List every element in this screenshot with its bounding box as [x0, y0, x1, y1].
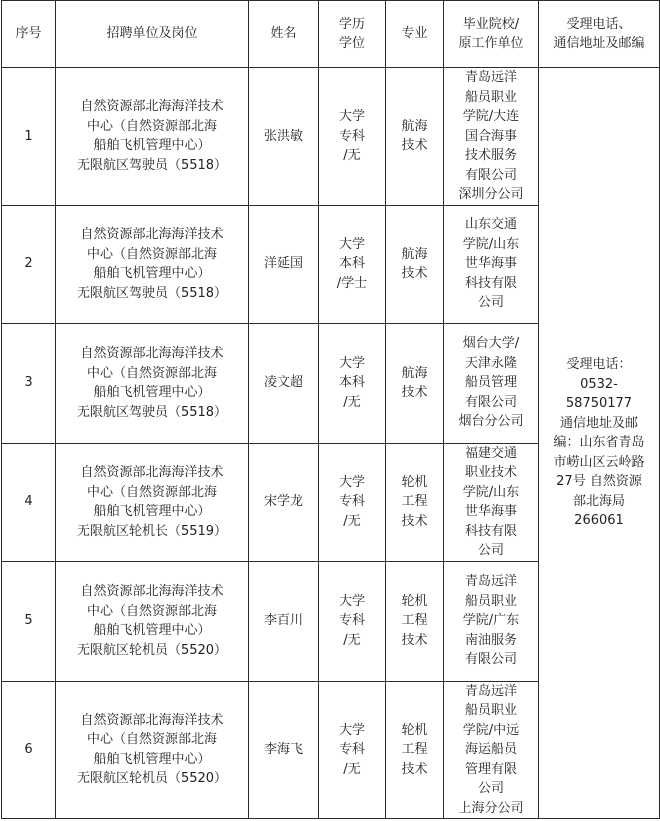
header-school: 毕业院校/ 原工作单位 [444, 1, 539, 68]
cell-major: 航海 技术 [386, 323, 444, 443]
cell-index: 5 [2, 561, 56, 681]
cell-education: 大学 专科 /无 [319, 681, 386, 819]
cell-position: 自然资源部北海海洋技术 中心（自然资源部北海 船舶飞机管理中心） 无限航区轮机员（5520） [56, 681, 249, 819]
cell-index: 3 [2, 323, 56, 443]
header-education: 学历 学位 [319, 1, 386, 68]
cell-position: 自然资源部北海海洋技术 中心（自然资源部北海 船舶飞机管理中心） 无限航区轮机员（5520） [56, 561, 249, 681]
cell-school: 山东交通 学院/山东 世华海事 科技有限 公司 [444, 205, 539, 323]
cell-major: 航海 技术 [386, 205, 444, 323]
cell-name: 凌文超 [249, 323, 319, 443]
table-row [2, 68, 660, 206]
cell-school: 青岛远洋 船员职业 学院/大连 国合海事 技术服务 有限公司 深圳分公司 [444, 68, 539, 206]
cell-position: 自然资源部北海海洋技术 中心（自然资源部北海 船舶飞机管理中心） 无限航区驾驶员（5518） [56, 68, 249, 206]
cell-education: 大学 专科 /无 [319, 68, 386, 206]
cell-education: 大学 专科 /无 [319, 561, 386, 681]
cell-school: 青岛远洋 船员职业 学院/中远 海运船员 管理有限 公司 上海分公司 [444, 681, 539, 819]
cell-index: 1 [2, 68, 56, 206]
cell-index: 2 [2, 205, 56, 323]
cell-major: 轮机 工程 技术 [386, 561, 444, 681]
cell-name: 李海飞 [249, 681, 319, 819]
cell-name: 李百川 [249, 561, 319, 681]
cell-major: 航海 技术 [386, 68, 444, 206]
cell-position: 自然资源部北海海洋技术 中心（自然资源部北海 船舶飞机管理中心） 无限航区轮机长（5519） [56, 443, 249, 561]
cell-education: 大学 专科 /无 [319, 443, 386, 561]
cell-position: 自然资源部北海海洋技术 中心（自然资源部北海 船舶飞机管理中心） 无限航区驾驶员（5518） [56, 323, 249, 443]
cell-name: 张洪敏 [249, 68, 319, 206]
header-row [2, 1, 660, 68]
header-name: 姓名 [249, 1, 319, 68]
cell-index: 6 [2, 681, 56, 819]
cell-school: 烟台大学/ 天津永隆 船员管理 有限公司 烟台分公司 [444, 323, 539, 443]
cell-contact: 受理电话： 0532- 58750177 通信地址及邮 编：山东省青岛 市崂山区云岭路 27号 自然资源 部北海局 266061 [539, 68, 660, 819]
cell-name: 洋延国 [249, 205, 319, 323]
header-index: 序号 [2, 1, 56, 68]
cell-school: 青岛远洋 船员职业 学院/广东 南油服务 有限公司 [444, 561, 539, 681]
header-major: 专业 [386, 1, 444, 68]
header-position: 招聘单位及岗位 [56, 1, 249, 68]
cell-education: 大学 本科 /无 [319, 323, 386, 443]
cell-position: 自然资源部北海海洋技术 中心（自然资源部北海 船舶飞机管理中心） 无限航区驾驶员（5518） [56, 205, 249, 323]
cell-major: 轮机 工程 技术 [386, 443, 444, 561]
recruitment-table [1, 0, 660, 819]
cell-school: 福建交通 职业技术 学院/山东 世华海事 科技有限 公司 [444, 443, 539, 561]
cell-major: 轮机 工程 技术 [386, 681, 444, 819]
cell-index: 4 [2, 443, 56, 561]
header-contact: 受理电话、 通信地址及邮编 [539, 1, 660, 68]
cell-name: 宋学龙 [249, 443, 319, 561]
cell-education: 大学 本科 /学士 [319, 205, 386, 323]
